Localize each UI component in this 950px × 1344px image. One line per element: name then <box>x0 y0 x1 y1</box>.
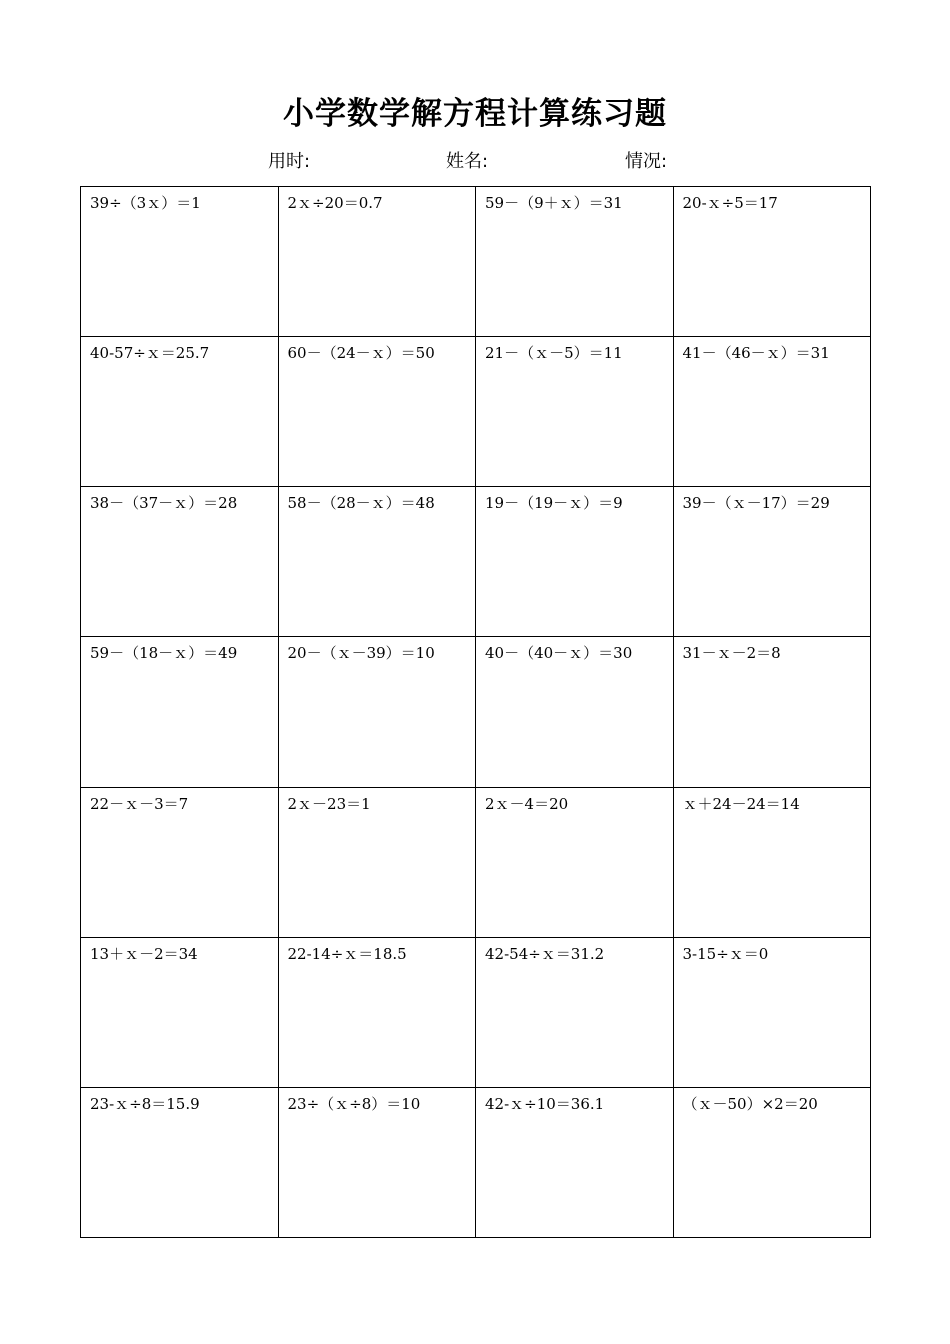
problem-cell: 41－（46－ｘ）＝31 <box>674 337 872 487</box>
problem-cell: 2ｘ－23＝1 <box>279 788 477 938</box>
problem-cell: 59－（9＋ｘ）＝31 <box>476 187 674 337</box>
problem-cell: 22-14÷ｘ＝18.5 <box>279 938 477 1088</box>
problem-cell: 59－（18－ｘ）＝49 <box>81 637 279 787</box>
problem-cell: （ｘ－50）×2＝20 <box>674 1088 872 1238</box>
problem-cell: 40－（40－ｘ）＝30 <box>476 637 674 787</box>
problem-cell: 60－（24－ｘ）＝50 <box>279 337 477 487</box>
problem-cell: 20－（ｘ－39）＝10 <box>279 637 477 787</box>
problem-cell: 20-ｘ÷5＝17 <box>674 187 872 337</box>
problem-cell: 2ｘ－4＝20 <box>476 788 674 938</box>
problem-cell: 23-ｘ÷8＝15.9 <box>81 1088 279 1238</box>
status-label: 情况: <box>625 151 668 172</box>
problem-cell: 40-57÷ｘ＝25.7 <box>81 337 279 487</box>
problem-cell: ｘ＋24－24＝14 <box>674 788 872 938</box>
name-label: 姓名: <box>446 151 489 172</box>
problem-cell: 21－（ｘ－5）＝11 <box>476 337 674 487</box>
problem-cell: 22－ｘ－3＝7 <box>81 788 279 938</box>
time-label: 用时: <box>268 151 311 172</box>
problem-grid <box>80 186 871 1238</box>
problem-cell: 13＋ｘ－2＝34 <box>81 938 279 1088</box>
problem-cell: 19－（19－ｘ）＝9 <box>476 487 674 637</box>
page-title: 小学数学解方程计算练习题 <box>283 96 667 132</box>
problem-cell: 23÷（ｘ÷8）＝10 <box>279 1088 477 1238</box>
problem-cell: 42-ｘ÷10＝36.1 <box>476 1088 674 1238</box>
problem-cell: 39－（ｘ－17）＝29 <box>674 487 872 637</box>
problem-cell: 58－（28－ｘ）＝48 <box>279 487 477 637</box>
problem-cell: 39÷（3ｘ）＝1 <box>81 187 279 337</box>
problem-cell: 42-54÷ｘ＝31.2 <box>476 938 674 1088</box>
problem-cell: 2ｘ÷20＝0.7 <box>279 187 477 337</box>
problem-cell: 31－ｘ－2＝8 <box>674 637 872 787</box>
problem-cell: 38－（37－ｘ）＝28 <box>81 487 279 637</box>
problem-cell: 3-15÷ｘ＝0 <box>674 938 872 1088</box>
